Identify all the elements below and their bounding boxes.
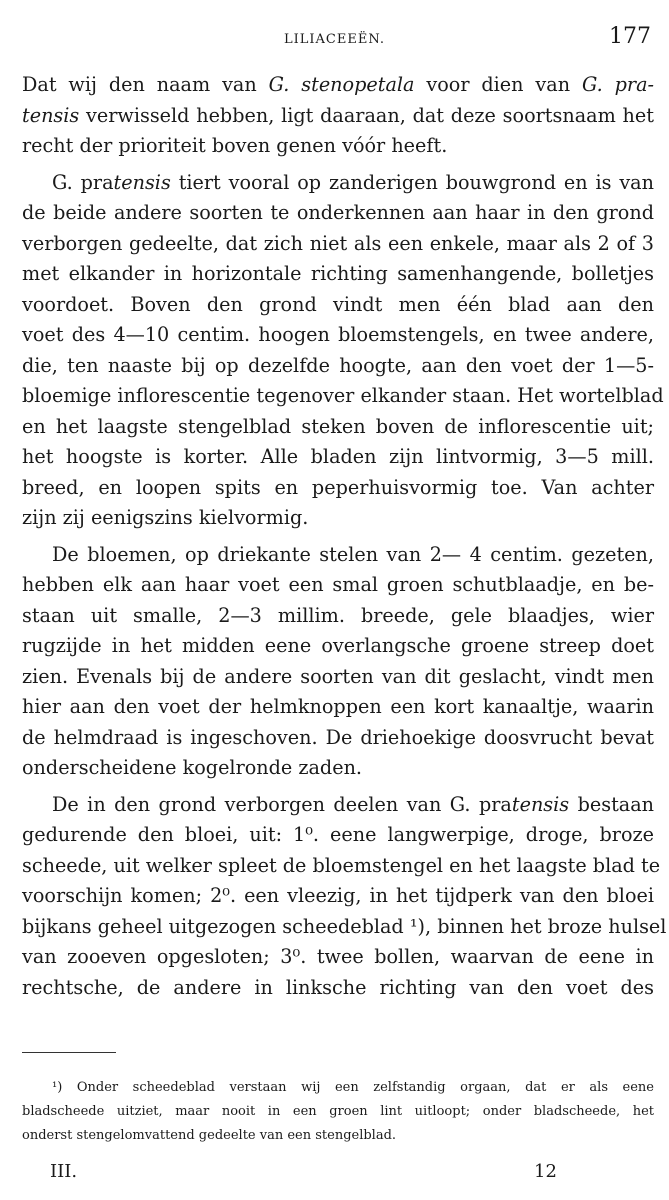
text-line: breed, en loopen spits en peperhuisvormig toe. Van achter	[22, 475, 654, 499]
text-line: recht der prioriteit boven genen vóór heeft.	[22, 134, 448, 157]
text-line: De in den grond verborgen deelen van G. pratensis bestaan	[52, 792, 655, 816]
text-line: zijn zij eenigszins kielvormig.	[22, 506, 309, 529]
page-number: 177	[609, 24, 651, 49]
text-line: voet des 4—10 centim. hoogen bloemstengels, en twee andere,	[22, 323, 654, 346]
text-line: van zooeven opgesloten; 3⁰. twee bollen, waarvan de eene in	[22, 945, 654, 968]
text-line: bloemige inflorescentie tegenover elkander staan. Het wortelblad	[22, 384, 664, 407]
text-line: die, ten naaste bij op dezelfde hoogte, aan den voet der 1—5-	[22, 353, 654, 377]
footnote-line: ¹) Onder scheedeblad verstaan wij een zelfstandig orgaan, dat er als eene	[52, 1080, 654, 1095]
volume-mark: III.	[50, 1161, 78, 1182]
page-header	[0, 22, 669, 52]
text-line: G. pratensis tiert vooral op zanderigen bouwgrond en is van	[52, 170, 654, 194]
footnote-divider	[22, 1052, 116, 1053]
footnote-line: onderst stengelomvattend gedeelte van een stengelblad.	[22, 1128, 397, 1143]
text-line: het hoogste is korter. Alle bladen zijn lintvormig, 3—5 mill.	[22, 445, 654, 468]
text-line: onderscheidene kogelronde zaden.	[22, 756, 363, 779]
text-line: hier aan den voet der helmknoppen een kort kanaaltje, waarin	[22, 695, 654, 718]
text-line: rugzijde in het midden eene overlangsche groene streep doet	[22, 634, 654, 657]
text-line: staan uit smalle, 2—3 millim. breede, gele blaadjes, wier	[22, 603, 654, 627]
text-line: Dat wij den naam van G. stenopetala voor dien van G. pra-	[22, 73, 654, 96]
text-line: rechtsche, de andere in linksche richting van den voet des	[22, 975, 654, 999]
text-line: scheede, uit welker spleet de bloemstengel en het laagste blad te	[22, 853, 661, 877]
text-line: de helmdraad is ingeschoven. De driehoekige doosvrucht bevat	[22, 725, 654, 749]
text-line: tensis verwisseld hebben, ligt daaraan, dat deze soortsnaam het	[22, 103, 654, 127]
footnote	[22, 1076, 654, 1148]
text-line: met elkander in horizontale richting samenhangende, bolletjes	[22, 262, 654, 285]
body-text	[22, 70, 667, 1003]
text-line: zien. Evenals bij de andere soorten van dit geslacht, vindt men	[22, 664, 654, 688]
sheet-mark: 12	[534, 1161, 557, 1182]
running-head: LILIACEEËN.	[284, 32, 386, 47]
text-line: verborgen gedeelte, dat zich niet als een enkele, maar als 2 of 3	[22, 231, 654, 255]
text-line: de beide andere soorten te onderkennen aan haar in den grond	[22, 201, 654, 224]
text-line: hebben elk aan haar voet een smal groen schutblaadje, en be-	[22, 573, 654, 596]
text-line: gedurende den bloei, uit: 1⁰. eene langwerpige, droge, broze	[22, 823, 654, 846]
text-line: bijkans geheel uitgezogen scheedeblad ¹), binnen het broze hulsel	[22, 914, 667, 938]
signature-mark	[0, 1155, 669, 1189]
text-line: voordoet. Boven den grond vindt men één blad aan den	[22, 292, 654, 316]
text-line: voorschijn komen; 2⁰. een vleezig, in het tijdperk van den bloei	[22, 884, 654, 907]
text-line: en het laagste stengelblad steken boven de inflorescentie uit;	[22, 414, 654, 438]
footnote-line: bladscheede uitziet, maar nooit in een groen lint uitloopt; onder bladscheede, het	[22, 1104, 654, 1119]
text-line: De bloemen, op driekante stelen van 2— 4 centim. gezeten,	[52, 542, 654, 566]
